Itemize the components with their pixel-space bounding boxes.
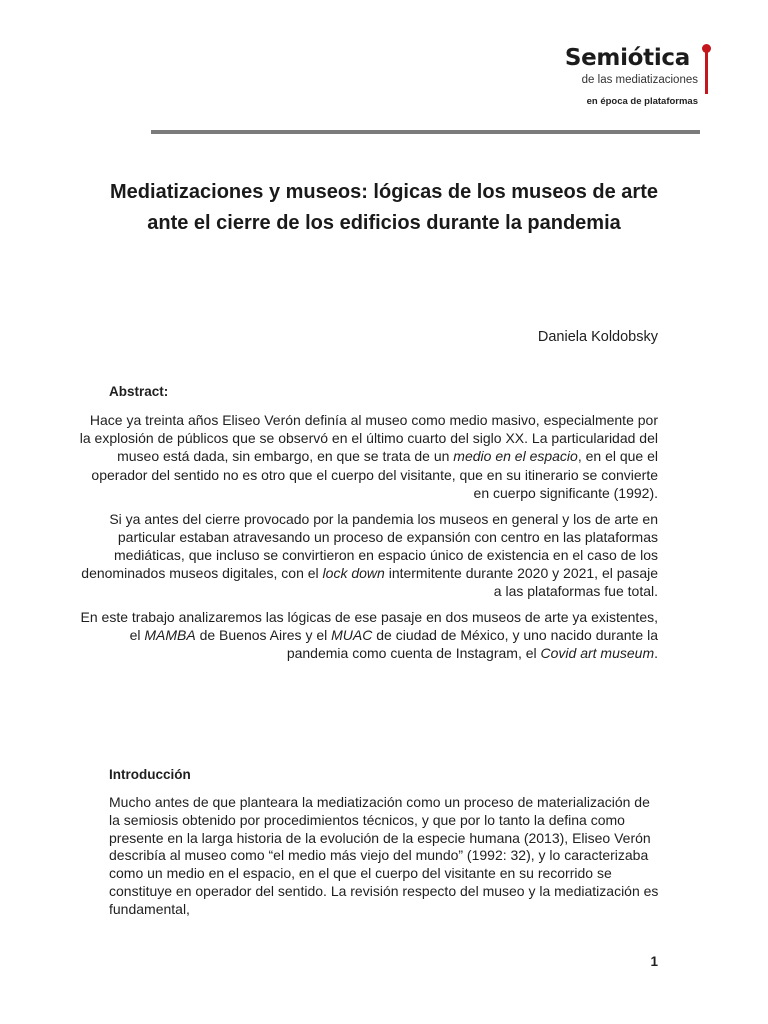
logo-accent-dot — [702, 44, 711, 53]
author-name: Daniela Koldobsky — [537, 329, 658, 345]
journal-name: Semiótica — [564, 45, 690, 71]
abstract-paragraph-1: Hace ya treinta años Eliseo Verón definía al museo como medio masivo, especialmente por la explosión de públicos que se observó en el último cuarto del siglo XX. La particularidad del museo está dada, sin embargo, en que se trata de un medio en el espacio, en el que el operador del sentido no es otro que el cuerpo del visitante, que en su itinerario se convierte en cuerpo significante (1992). — [79, 412, 658, 501]
abstract-paragraph-2: Si ya antes del cierre provocado por la pandemia los museos en general y los de arte en particular estaban atravesando un proceso de expansión con centro en las plataformas mediáticas, que incluso se convirtieron en espacio único de existencia en el caso de los denominados museos digitales, con el lock down intermitente durante 2020 y 2021, el pasaje a las plataformas fue total. — [81, 510, 658, 600]
abstract-body — [78, 411, 658, 670]
journal-tagline: en época de plataformas — [586, 96, 698, 107]
abstract-heading: Abstract: — [109, 384, 169, 399]
introduction-paragraph: Mucho antes de que planteara la mediatización como un proceso de materialización de la semiosis obtenido por procedimientos técnicos, y que por lo tanto la defina como presente en la larga historia de la evolución de la especie humana (2013), Eliseo Verón describía al museo como “el medio más viejo del mundo” (1992: 32), y lo caracterizaba como un medio en el espacio, en el que el cuerpo del visitante en su recorrido se constituye en operador del sentido. La revisión respecto del museo y la mediatización es fundamental, — [109, 794, 659, 917]
journal-logo — [558, 44, 708, 114]
header-divider — [151, 130, 700, 134]
page-number: 1 — [650, 954, 658, 969]
abstract-paragraph-3: En este trabajo analizaremos las lógicas de ese pasaje en dos museos de arte ya existentes, el MAMBA de Buenos Aires y el MUAC de ciudad de México, y uno nacido durante la pandemia como cuenta de Instagram, el Covid art museum. — [80, 609, 658, 662]
journal-subtitle: de las mediatizaciones — [581, 74, 698, 86]
article-title: Mediatizaciones y museos: lógicas de los museos de arte ante el cierre de los edificios durante la pandemia — [110, 181, 658, 234]
introduction-heading: Introducción — [109, 767, 191, 782]
logo-accent-bar — [705, 48, 708, 94]
